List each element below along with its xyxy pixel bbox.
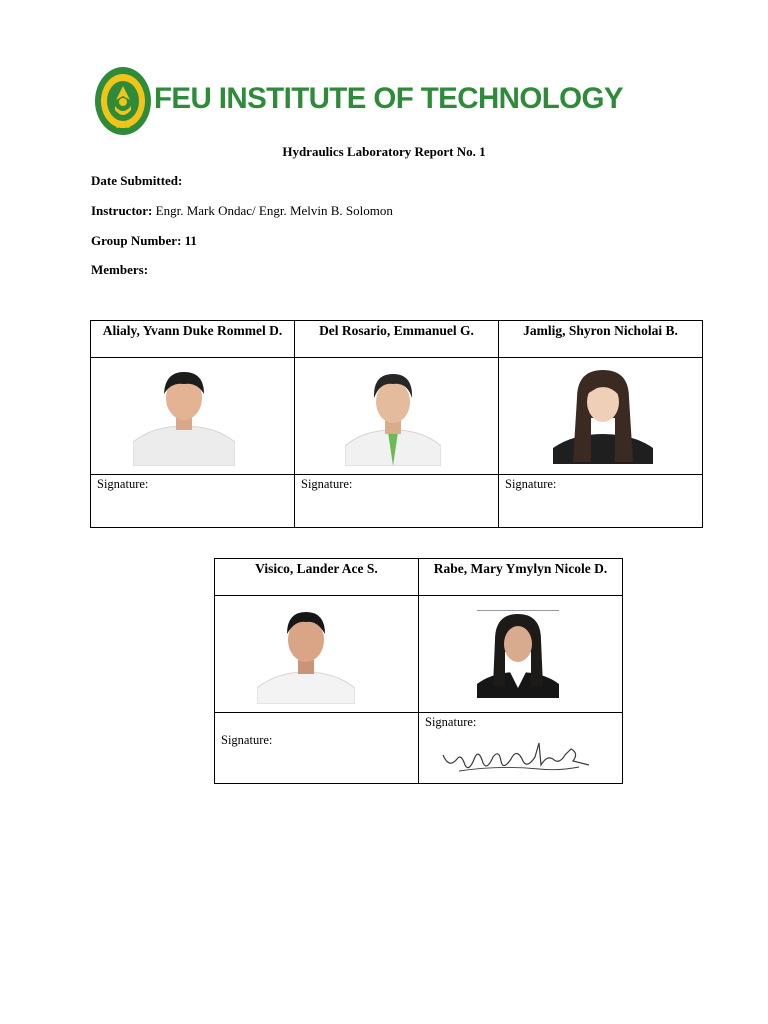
table-row — [91, 475, 703, 528]
member-name: Alialy, Yvann Duke Rommel D. — [91, 321, 295, 358]
member-name: Del Rosario, Emmanuel G. — [295, 321, 499, 358]
table-row — [91, 321, 703, 358]
signature-label: Signature: — [425, 715, 477, 729]
member-photo-cell — [215, 596, 419, 713]
group-number-field — [91, 233, 197, 249]
signature-label: Signature: — [295, 475, 499, 528]
member-photo-cell — [499, 358, 703, 475]
report-title: Hydraulics Laboratory Report No. 1 — [282, 144, 486, 159]
member-photo — [345, 366, 441, 466]
photo-frame-line — [477, 610, 559, 611]
member-photo — [477, 612, 559, 698]
signature-label: Signature: — [499, 475, 703, 528]
institution-header — [94, 66, 674, 140]
member-photo — [133, 364, 235, 466]
instructor-value: Engr. Mark Ondac/ Engr. Melvin B. Solomon — [152, 203, 393, 218]
member-name: Rabe, Mary Ymylyn Nicole D. — [419, 559, 623, 596]
member-photo — [553, 368, 653, 464]
seal-year: 1992 — [115, 123, 131, 130]
table-row — [215, 596, 623, 713]
member-name: Visico, Lander Ace S. — [215, 559, 419, 596]
members-table-1 — [90, 320, 703, 528]
member-photo-cell — [295, 358, 499, 475]
table-row — [215, 559, 623, 596]
signature-label: Signature: — [221, 733, 273, 747]
date-submitted-field — [91, 173, 182, 189]
member-photo-cell — [91, 358, 295, 475]
signature-cell — [419, 713, 623, 784]
instructor-field — [91, 203, 393, 219]
group-number-label: Group Number: 11 — [91, 233, 197, 248]
instructor-label: Instructor: — [91, 203, 153, 218]
date-submitted-label: Date Submitted: — [91, 173, 183, 188]
members-label: Members: — [91, 262, 149, 277]
table-row — [91, 358, 703, 475]
institution-seal-icon — [94, 66, 152, 136]
institution-name: FEU INSTITUTE OF TECHNOLOGY — [154, 82, 623, 115]
member-photo-cell — [419, 596, 623, 713]
table-row — [215, 713, 623, 784]
signature-cell — [215, 713, 419, 784]
members-table-2 — [214, 558, 623, 784]
member-photo — [257, 606, 355, 704]
members-heading — [91, 262, 148, 278]
handwritten-signature — [439, 735, 599, 779]
member-name: Jamlig, Shyron Nicholai B. — [499, 321, 703, 358]
signature-label: Signature: — [91, 475, 295, 528]
